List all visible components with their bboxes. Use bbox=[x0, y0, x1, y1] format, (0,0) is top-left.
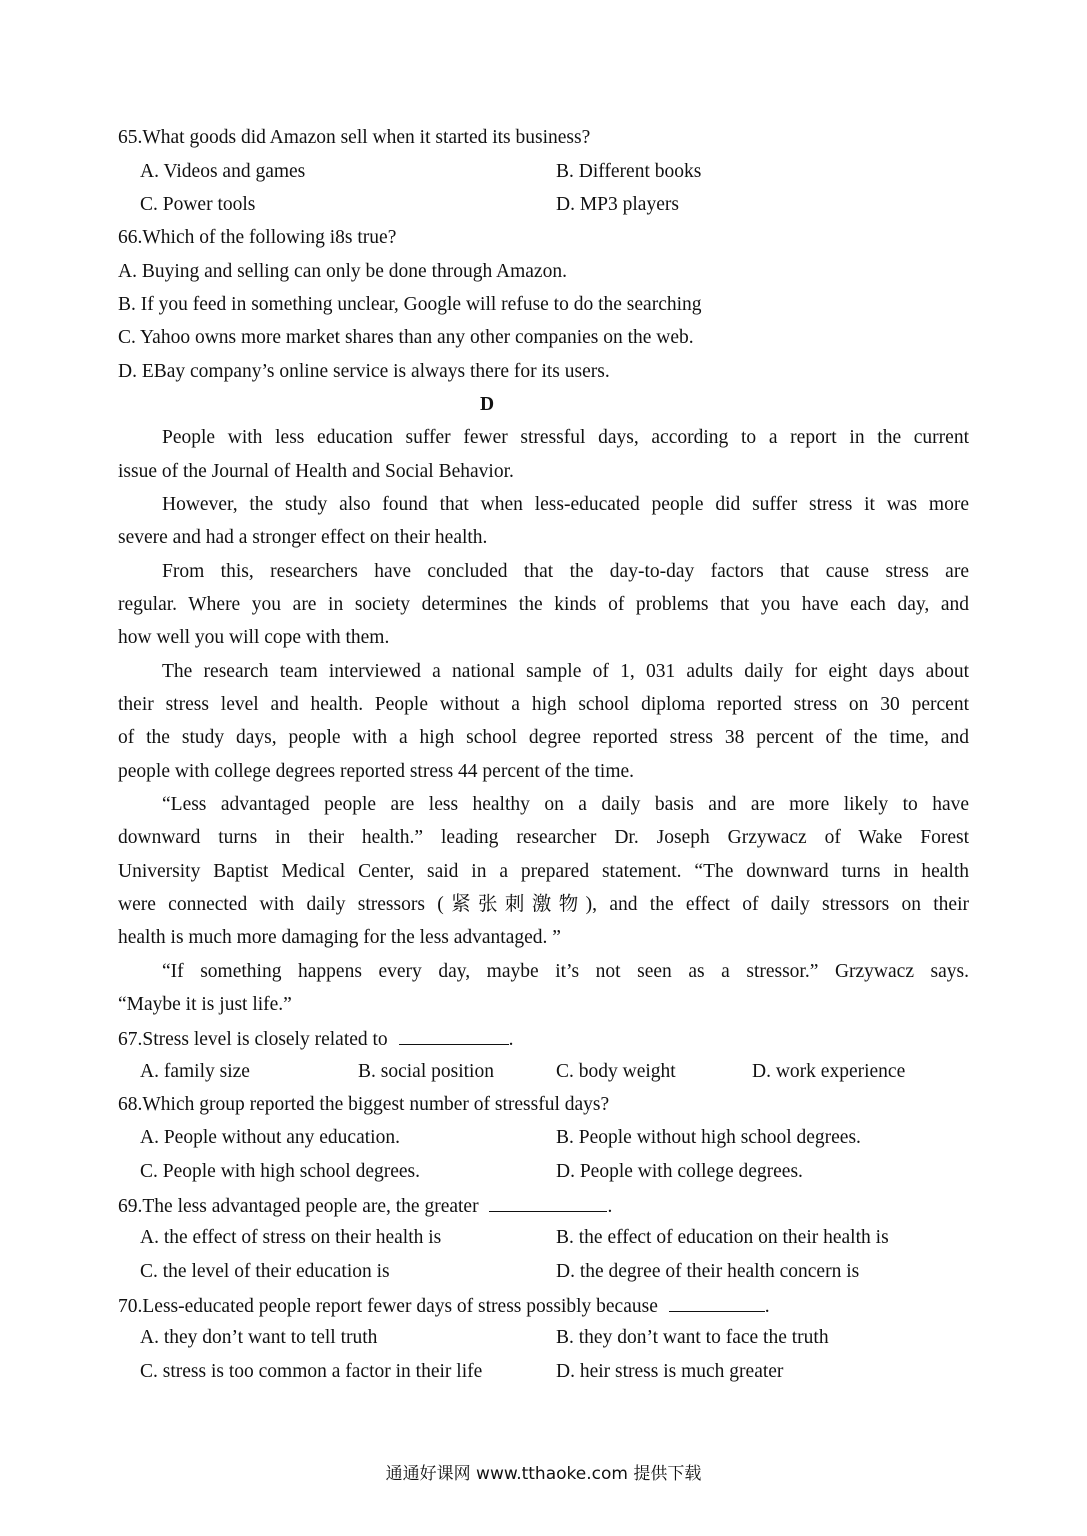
passage-line: University Baptist Medical Center, said in a prepared statement. “The downward turns in health bbox=[118, 861, 969, 882]
q68-option-a: A. People without any education. bbox=[140, 1127, 400, 1148]
q67-stem: 67.Stress level is closely related to bbox=[118, 1029, 388, 1050]
q65-option-d: D. MP3 players bbox=[556, 194, 679, 215]
passage-line: issue of the Journal of Health and Social Behavior. bbox=[118, 461, 514, 482]
q67-option-b: B. social position bbox=[358, 1061, 494, 1082]
q70-option-d: D. heir stress is much greater bbox=[556, 1361, 784, 1382]
answer-blank bbox=[669, 1293, 765, 1312]
q69-option-c: C. the level of their education is bbox=[140, 1261, 390, 1282]
q66-option-d: D. EBay company’s online service is always there for its users. bbox=[118, 361, 610, 382]
passage-line: “Maybe it is just life.” bbox=[118, 994, 292, 1015]
passage-line: people with college degrees reported stress 44 percent of the time. bbox=[118, 761, 635, 782]
q67-option-c: C. body weight bbox=[556, 1061, 676, 1082]
q67-end: . bbox=[508, 1029, 514, 1050]
page-footer: 通通好课网 www.tthaoke.com 提供下载 bbox=[385, 1464, 702, 1484]
q69-end: . bbox=[607, 1196, 613, 1217]
q65-option-a: A. Videos and games bbox=[140, 161, 306, 182]
q70-option-c: C. stress is too common a factor in their life bbox=[140, 1361, 483, 1382]
q70-stem: 70.Less-educated people report fewer days of stress possibly because bbox=[118, 1296, 658, 1317]
q68-stem: 68.Which group reported the biggest number of stressful days? bbox=[118, 1094, 610, 1115]
passage-line: severe and had a stronger effect on their health. bbox=[118, 527, 488, 548]
passage-line: “Less advantaged people are less healthy on a daily basis and are more likely to have bbox=[162, 794, 969, 815]
q66-option-c: C. Yahoo owns more market shares than any other companies on the web. bbox=[118, 327, 694, 348]
passage-line: of the study days, people with a high school degree reported stress 38 percent of the time, and bbox=[118, 727, 969, 748]
q68-option-d: D. People with college degrees. bbox=[556, 1161, 803, 1182]
answer-blank bbox=[489, 1193, 607, 1212]
passage-line: People with less education suffer fewer stressful days, according to a report in the current bbox=[162, 427, 969, 448]
q65-option-c: C. Power tools bbox=[140, 194, 256, 215]
q67-option-a: A. family size bbox=[140, 1061, 250, 1082]
q67-option-d: D. work experience bbox=[752, 1061, 906, 1082]
q69-stem: 69.The less advantaged people are, the greater bbox=[118, 1196, 479, 1217]
passage-line: regular. Where you are in society determines the kinds of problems that you have each day, and bbox=[118, 594, 969, 615]
q70-option-a: A. they don’t want to tell truth bbox=[140, 1327, 378, 1348]
answer-blank bbox=[399, 1026, 509, 1045]
q69-option-b: B. the effect of education on their health is bbox=[556, 1227, 889, 1248]
passage-line: downward turns in their health.” leading researcher Dr. Joseph Grzywacz of Wake Forest bbox=[118, 827, 969, 848]
passage-line: health is much more damaging for the less advantaged. ” bbox=[118, 927, 561, 948]
q66-option-b: B. If you feed in something unclear, Google will refuse to do the searching bbox=[118, 294, 702, 315]
passage-line: The research team interviewed a national sample of 1, 031 adults daily for eight days about bbox=[162, 661, 969, 682]
q69-option-d: D. the degree of their health concern is bbox=[556, 1261, 860, 1282]
q65-option-b: B. Different books bbox=[556, 161, 702, 182]
q66-stem: 66.Which of the following i8s true? bbox=[118, 227, 397, 248]
q69-option-a: A. the effect of stress on their health is bbox=[140, 1227, 442, 1248]
q66-option-a: A. Buying and selling can only be done through Amazon. bbox=[118, 261, 567, 282]
passage-line: were connected with daily stressors (紧张刺激物), and the effect of daily stressors on their bbox=[118, 894, 969, 915]
passage-line: However, the study also found that when less-educated people did suffer stress it was more bbox=[162, 494, 969, 515]
q70-option-b: B. they don’t want to face the truth bbox=[556, 1327, 829, 1348]
q68-option-c: C. People with high school degrees. bbox=[140, 1161, 420, 1182]
q67-stem-line bbox=[118, 1026, 513, 1052]
passage-line: how well you will cope with them. bbox=[118, 627, 390, 648]
q65-stem: 65.What goods did Amazon sell when it started its business? bbox=[118, 127, 591, 148]
q69-stem-line bbox=[118, 1193, 612, 1219]
section-title: D bbox=[479, 394, 495, 415]
passage-line: “If something happens every day, maybe it’s not seen as a stressor.” Grzywacz says. bbox=[162, 961, 969, 982]
passage-line: their stress level and health. People without a high school diploma reported stress on 30 percent bbox=[118, 694, 969, 715]
q68-option-b: B. People without high school degrees. bbox=[556, 1127, 861, 1148]
passage-line: From this, researchers have concluded that the day-to-day factors that cause stress are bbox=[162, 561, 969, 582]
q70-end: . bbox=[764, 1296, 770, 1317]
q70-stem-line bbox=[118, 1293, 770, 1319]
